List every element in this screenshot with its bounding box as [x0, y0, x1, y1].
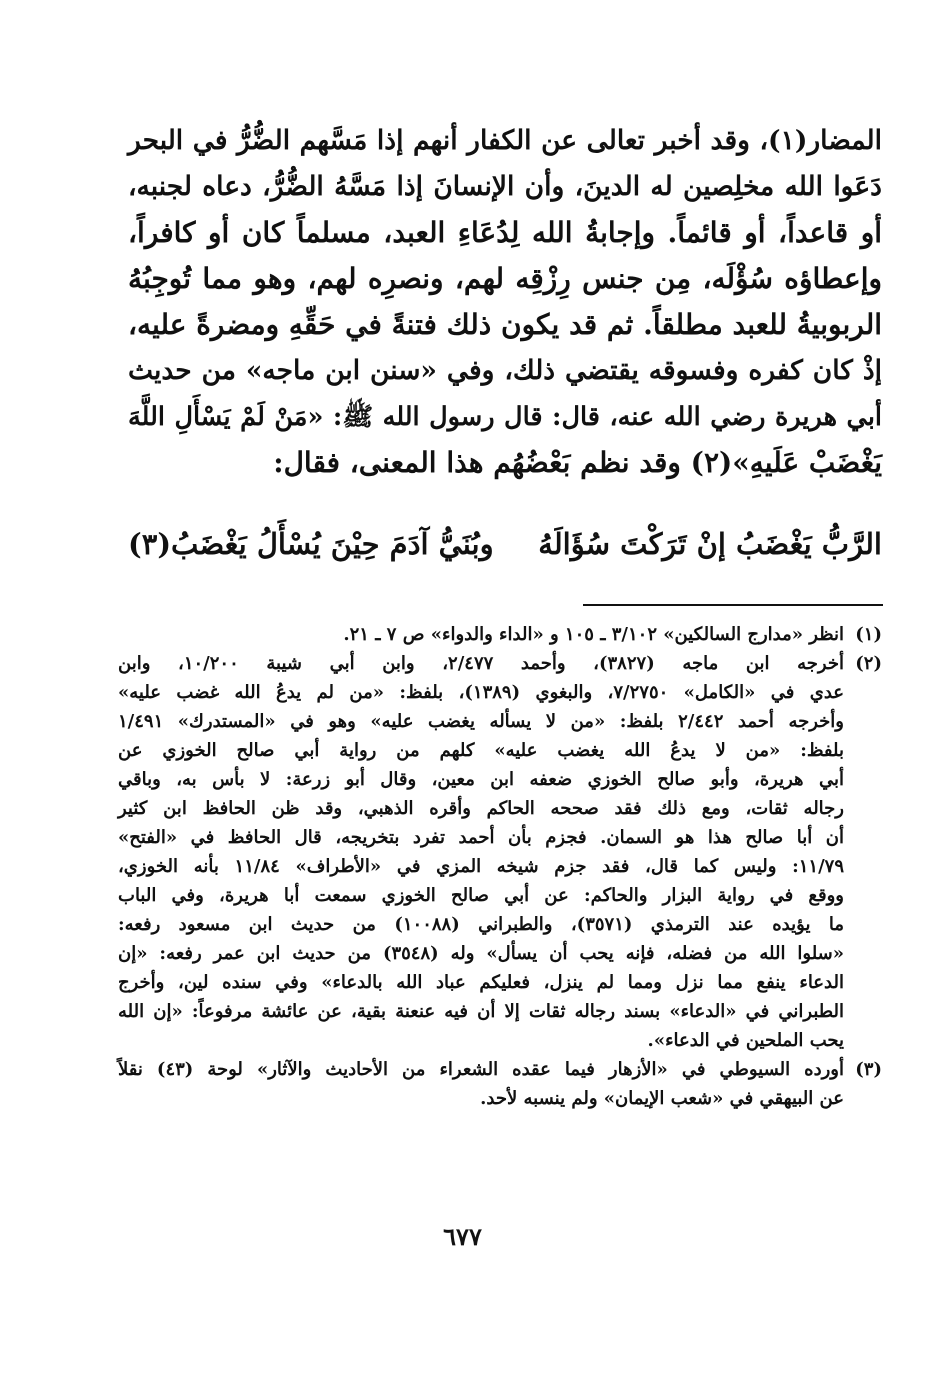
footnote-line: يحب الملحين في الدعاء».: [647, 1030, 844, 1051]
footnote-line: بلفظ: «من لا يدعُ الله يغضب عليه» كلهم من رواية أبي صالح الخوزي عن: [118, 740, 844, 761]
footnote-number: (١): [855, 624, 882, 645]
main-text-line: يَغْضَبْ عَلَيهِ»(٢) وقد نظم بَعْضُهُم هذا المعنى، فقال:: [273, 446, 882, 479]
main-text-line: المضار(١)، وقد أخبر تعالى عن الكفار أنهم إذا مَسَّهم الضُّرُّ في البحر: [128, 125, 882, 156]
footnote-line: عدي في «الكامل» ٧/٢٧٥٠، والبغوي (١٣٨٩)، بلفظ: «من لم يدعُ الله غضب عليه»: [118, 682, 845, 703]
footnote-line: أخرجه ابن ماجه (٣٨٢٧)، وأحمد ٢/٤٧٧، وابن أبي شيبة ١٠/٢٠٠، وابن: [118, 653, 844, 674]
footnotes: [118, 620, 882, 1113]
footnote-line: «سلوا الله من فضله، فإنه يحب أن يسأل» وله (٣٥٤٨) من حديث ابن عمر رفعه: «إن: [118, 943, 844, 964]
footnote-line: ١١/٧٩: وليس كما قال، فقد جزم شيخه المزي في «الأطراف» ١١/٨٤ بأنه الخوزي،: [118, 856, 844, 877]
footnote-1: [118, 620, 882, 649]
footnote-line: رجاله ثقات، ومع ذلك فقد صححه الحاكم وأقره الذهبي، وقد ظن الحافظ ابن كثير: [118, 798, 844, 819]
footnote-line: ووقع في رواية البزار والحاكم: عن أبي صالح الخوزي سمعت أبا هريرة، وفي الباب: [118, 885, 844, 906]
footnote-line: عن البيهقي في «شعب الإيمان» ولم ينسبه لأحد.: [480, 1088, 844, 1109]
verse-second-hemistich: وبُنَيُّ آدَمَ حِيْنَ يُسْأَلُ يَغْضَبُ(٣): [128, 527, 494, 561]
main-text-line: وإعطاؤه سُؤْلَه، مِن جنس رِزْقِه لهم، ونصرِه لهم، وهو مما تُوجِبُهُ: [128, 262, 882, 295]
footnote-3: [118, 1055, 882, 1113]
page-number: ٦٧٧: [443, 1222, 482, 1251]
footnote-2: [118, 649, 882, 1055]
main-text-line: إذْ كان كفره وفسوقه يقتضي ذلك، وفي «سنن ابن ماجه» من حديث: [128, 355, 882, 386]
footnote-separator: [583, 604, 883, 606]
main-text-line: أو قاعداً، أو قائماً. وإجابةُ الله لِدُعَاءِ العبد، مسلماً كان أو كافراً،: [128, 216, 882, 249]
footnote-line: انظر «مدارج السالكين» ٣/١٠٢ ـ ١٠٥ و «الداء والدواء» ص ٧ ـ ٢١.: [343, 624, 844, 645]
main-text-line: أبي هريرة رضي الله عنه، قال: قال رسول الله ﷺ: «مَنْ لَمْ يَسْأَلِ اللَّهَ: [128, 402, 882, 432]
verse-first-hemistich: الرَّبُّ يَغْضَبُ إنْ تَرَكْتَ سُؤَالَهُ: [538, 527, 882, 561]
main-text-line: الربوبيةُ للعبد مطلقاً. ثم قد يكون ذلك فتنةً في حَقِّهِ ومضرةً عليه،: [128, 308, 882, 341]
main-text: [128, 118, 882, 486]
footnote-line: وأخرجه أحمد ٢/٤٤٢ بلفظ: «من لا يسأله يغضب عليه» وهو في «المستدرك» ١/٤٩١: [118, 711, 844, 732]
footnote-line: الطبراني في «الدعاء» بسند رجاله ثقات إلا أن فيه عنعنة بقية، عن عائشة مرفوعاً: «إن الله: [118, 1001, 844, 1022]
footnote-line: أبي هريرة، وأبو صالح الخوزي ضعفه ابن معين، وقال أبو زرعة: لا بأس به، وباقي: [118, 769, 844, 790]
main-text-line: دَعَوا الله مخلِصين له الدينَ، وأن الإنسانَ إذا مَسَّهُ الضُّرُّ، دعاه لجنبه،: [128, 171, 882, 202]
footnote-line: الدعاء ينفع مما نزل ومما لم ينزل، فعليكم عباد الله بالدعاء» وفي سنده لين، وأخرج: [118, 972, 844, 993]
footnote-line: ما يؤيده عند الترمذي (٣٥٧١)، والطبراني (١٠٠٨٨) من حديث ابن مسعود رفعه:: [118, 914, 844, 935]
footnote-line: أورده السيوطي في «الأزهار فيما عقده الشعراء من الأحاديث والآثار» لوحة (٤٣) نقلاً: [118, 1059, 844, 1080]
footnote-number: (٢): [855, 653, 882, 674]
poem-verse: [128, 518, 882, 570]
footnote-number: (٣): [855, 1059, 882, 1080]
footnote-line: أن أبا صالح هذا هو السمان. فجزم بأن أحمد تفرد بتخريجه، قال الحافظ في «الفتح»: [118, 827, 844, 848]
